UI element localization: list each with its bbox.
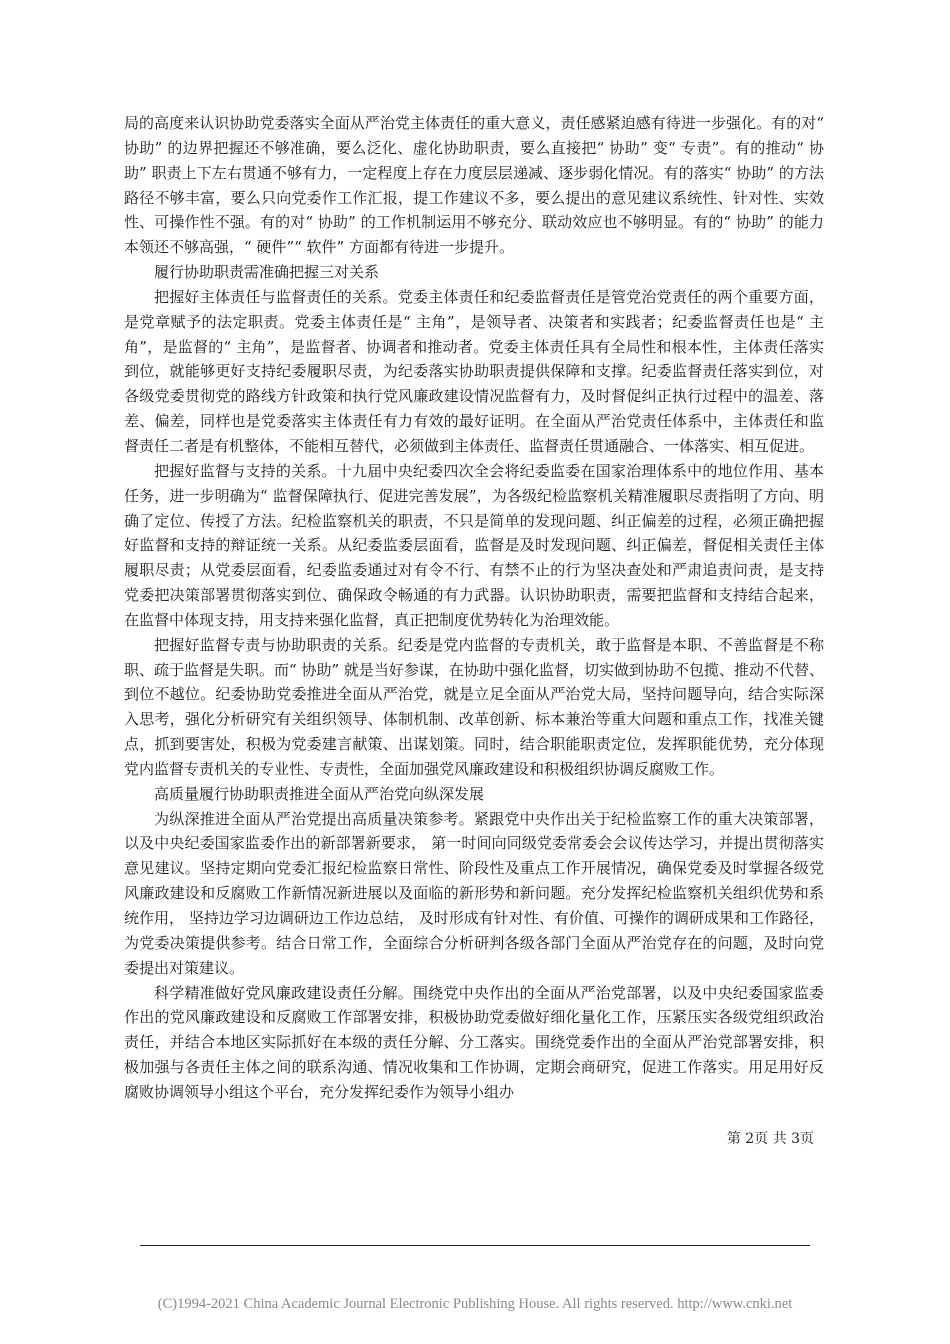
paragraph: 为纵深推进全面从严治党提出高质量决策参考。紧跟党中央作出关于纪检监察工作的重大决策部署， 以及中央纪委国家监委作出的新部署新要求， 第一时间向同级党委常委会会议传达学习，并提出贯彻落实意见建议。坚持定期向党委汇报纪检监察日常性、阶段性及重点工作开展情况，确保党委及时掌握各级党风廉政建设和反腐败工作新情况新进展以及面临的新形势和新问题。充分发挥纪检监察机关组织优势和系统作用， 坚持边学习边调研边工作边总结， 及时形成有针对性、有价值、可操作的调研成果和工作路径，为党委决策提供参考。结合日常工作，全面综合分析研判各级各部门全面从严治党存在的问题，及时向党委提出对策建议。 (124, 809, 824, 977)
paragraph-continuation: 局的高度来认识协助党委落实全面从严治党主体责任的重大意义，责任感紧迫感有待进一步强化。有的对“ 协助” 的边界把握还不够准确，要么泛化、虚化协助职责，要么直接把“ 协助” 变“ 专责”。有的推动“ 协助” 职责上下左右贯通不够有力，一定程度上存在力度层层递减、逐步弱化情况。有的落实“ 协助” 的方法路径不够丰富，要么只向党委作工作汇报，提工作建议不多，要么提出的意见建议系统性、针对性、实效性、可操作性不强。有的对“ 协助” 的工作机制运用不够充分、联动效应也不够明显。有的“ 协助” 的能力本领还不够高强，“ 硬件”“ 软件” 方面都有待进一步提升。 (124, 114, 824, 257)
paragraph: 科学精准做好党风廉政建设责任分解。围绕党中央作出的全面从严治党部署，以及中央纪委国家监委作出的党风廉政建设和反腐败工作部署安排，积极协助党委做好细化量化工作，压紧压实各级党组织政治责任，并结合本地区实际抓好在本级的责任分解、分工落实。围绕党委作出的全面从严治党部署安排，积极加强与各责任主体之间的联系沟通、情况收集和工作协调，定期会商研究，促进工作落实。用足用好反腐败协调领导小组这个平台，充分发挥纪委作为领导小组办 (124, 983, 824, 1101)
paragraph: 把握好主体责任与监督责任的关系。党委主体责任和纪委监督责任是管党治党责任的两个重要方面，是党章赋予的法定职责。党委主体责任是“ 主角”，是领导者、决策者和实践者；纪委监督责任也是“ 主角”，是监督的“ 主角”，是监督者、协调者和推动者。党委主体责任具有全局性和根本性，主体责任落实到位，就能够更好支持纪委履职尽责，为纪委落实协助职责提供保障和支撑。纪委监督责任落实到位，对各级党委贯彻党的路线方针政策和执行党风廉政建设情况监督有力，及时督促纠正执行过程中的温差、落差、偏差，同样也是党委落实主体责任有力有效的最好证明。在全面从严治党责任体系中，主体责任和监督责任二者是有机整体，不能相互替代，必须做到主体责任、监督责任贯通融合、一体落实、相互促进。 (124, 287, 824, 455)
section-heading: 高质量履行协助职责推进全面从严治党向纵深发展 (154, 784, 485, 803)
page-number: 第 2页 共 3页 (726, 1131, 814, 1147)
paragraph: 把握好监督与支持的关系。十九届中央纪委四次全会将纪委监委在国家治理体系中的地位作用、基本任务，进一步明确为“ 监督保障执行、促进完善发展”，为各级纪检监察机关精准履职尽责指明了方向、明确了定位、传授了方法。纪检监察机关的职责，不只是简单的发现问题、纠正偏差的过程，必须正确把握好监督和支持的辩证统一关系。从纪委监委层面看，监督是及时发现问题、纠正偏差，督促相关责任主体履职尽责；从党委层面看，纪委监委通过对有令不行、有禁不止的行为坚决查处和严肃追责问责，是支持党委把决策部署贯彻落实到位、确保政令畅通的有力武器。认识协助职责，需要把监督和支持结合起来，在监督中体现支持，用支持来强化监督，真正把制度优势转化为治理效能。 (124, 461, 824, 629)
article-body (124, 111, 824, 1105)
paragraph: 把握好监督专责与协助职责的关系。纪委是党内监督的专责机关，敢于监督是本职、不善监督是不称职、疏于监督是失职。而“ 协助” 就是当好参谋，在协助中强化监督，切实做到协助不包揽、推动不代替、到位不越位。纪委协助党委推进全面从严治党，就是立足全面从严治党大局，坚持问题导向，结合实际深入思考，强化分析研究有关组织领导、体制机制、改革创新、标本兼治等重大问题和重点工作，找准关键点，抓到要害处，积极为党委建言献策、出谋划策。同时，结合职能职责定位，发挥职能优势，充分体现党内监督专责机关的专业性、专责性，全面加强党风廉政建设和积极组织协调反腐败工作。 (124, 635, 824, 778)
section-heading: 履行协助职责需准确把握三对关系 (154, 263, 380, 282)
copyright-notice: (C)1994-2021 China Academic Journal Electronic Publishing House. All rights reserved. http://www.cnki.net (157, 1296, 793, 1312)
footer-divider (140, 1245, 810, 1246)
